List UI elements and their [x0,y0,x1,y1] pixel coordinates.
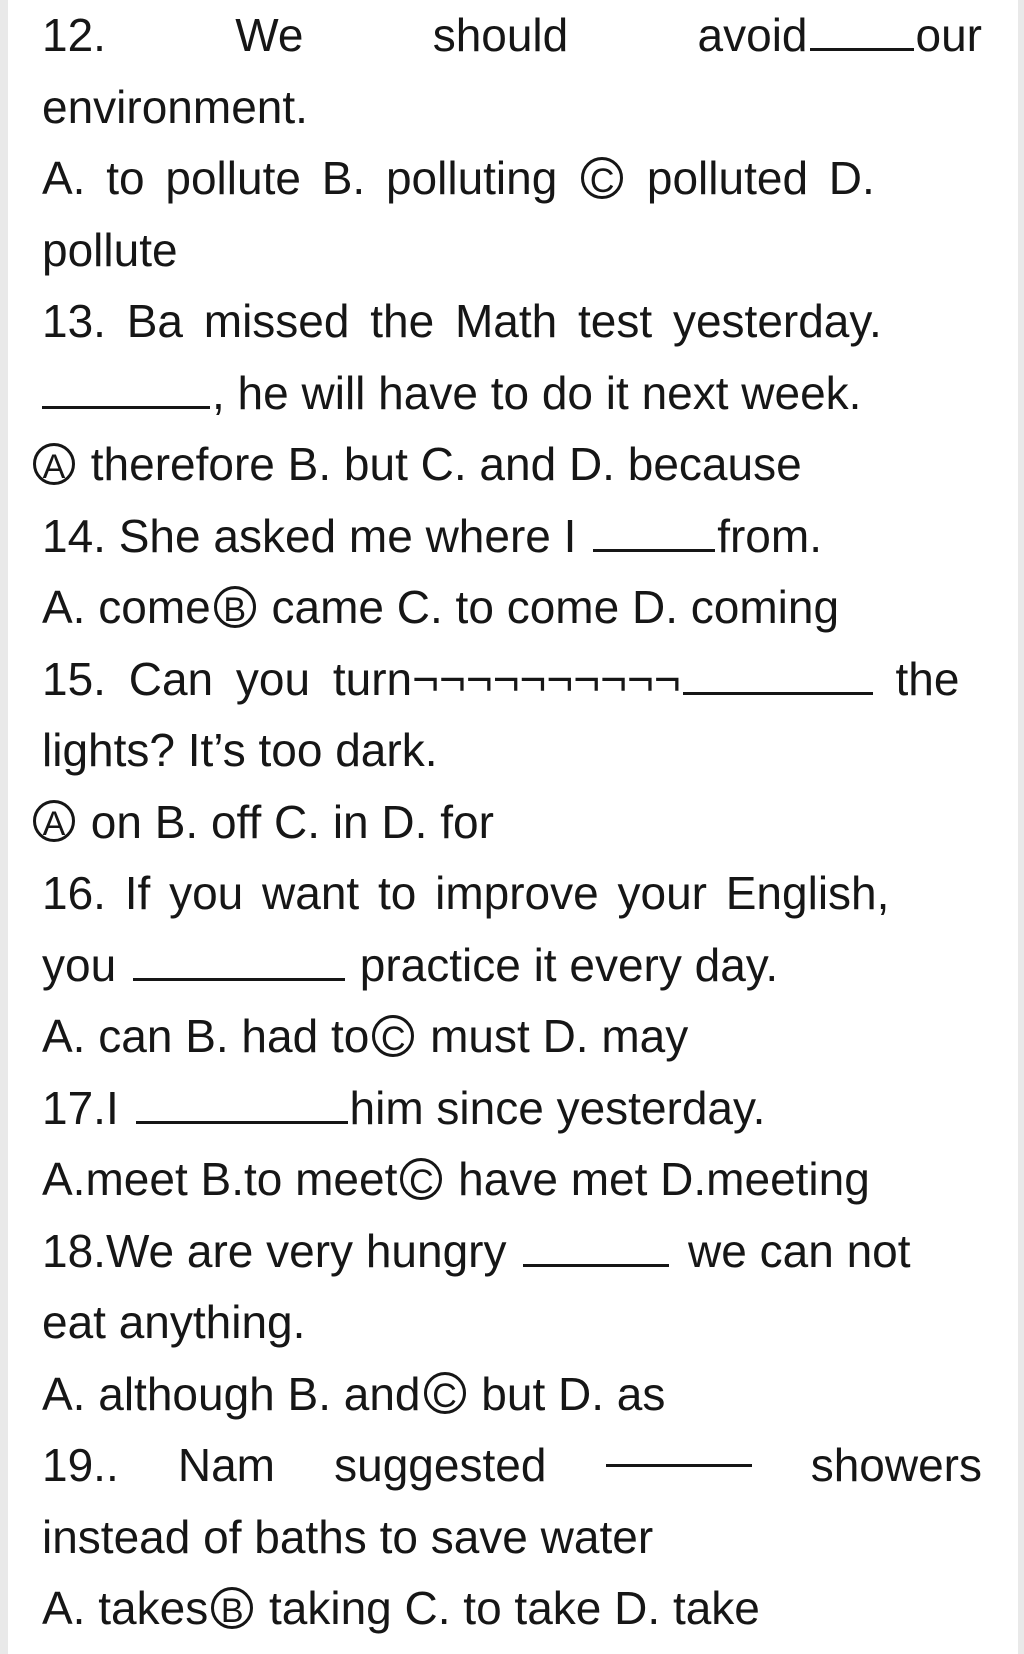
question-12-stem-line-2: environment. [42,80,308,133]
stem-word: showers [810,1439,982,1491]
question-16-options-line-1 [42,1001,982,1073]
question-19-stem-line-1 [42,1430,982,1502]
question-12-options-line-1 [42,143,982,215]
stem-word: suggested [334,1439,547,1491]
stem-text: 14. She asked me where I [42,509,590,562]
right-margin-strip [1018,0,1024,1654]
circled-answer: C [581,157,623,199]
answer-blank [593,515,715,552]
question-number: 12. [42,9,106,61]
question-13-stem-line-2 [42,358,982,430]
question-15-stem-line-2: lights? It’s too dark. [42,724,438,776]
answer-blank [133,944,345,981]
stem-word: Nam [177,1439,275,1491]
options-text: came C. to come D. coming [258,581,840,633]
stem-text: , he will have to do it next week. [212,366,862,419]
answer-blank [136,1087,348,1124]
options-text: A.meet B.to meet [42,1153,398,1205]
stem-text: practice it every day. [346,938,779,991]
stem-text: from. [717,509,822,562]
question-18-stem-line-2: eat anything. [42,1296,306,1348]
question-15-options-line-1 [30,787,982,859]
options-text: polluted D. [626,152,875,204]
options-text: but D. as [468,1367,666,1420]
stem-text: the [872,652,960,705]
answer-blank [606,1430,752,1467]
stem-text: we can not [675,1224,911,1277]
question-19-options-line-1 [42,1573,982,1645]
stem-word: should [432,9,569,61]
options-text: therefore B. but C. and D. because [78,438,802,490]
stem-text: 15. Can you turn¬¬¬¬¬¬¬¬¬¬ [42,652,681,705]
question-13-options-line-1 [30,429,982,501]
question-17-stem-line-1 [42,1073,982,1145]
stem-text: him since yesterday. [349,1081,766,1134]
question-17-options-line-1 [42,1144,982,1216]
question-12-stem-line-1 [42,0,982,72]
stem-word: our [915,9,982,61]
stem-text: 17.I [42,1081,132,1134]
options-text: A. to pollute B. polluting [42,152,579,204]
circled-answer: B [211,1587,253,1629]
options-text: A. can B. had to [42,1010,370,1062]
stem-word: avoid [697,9,808,61]
options-text: have met D.meeting [445,1153,870,1205]
options-text: A. takes [42,1582,209,1634]
stem-text: 18.We are very hungry [42,1224,520,1277]
options-text: taking C. to take D. take [256,1582,760,1634]
options-text: must D. may [417,1010,689,1062]
question-16-stem-line-2 [42,930,982,1002]
circled-answer: B [214,586,256,628]
question-19-stem-line-2: instead of baths to save water [42,1510,654,1563]
circled-answer: A [33,443,75,485]
question-18-options-line-1 [42,1359,982,1431]
stem-word: We [235,9,304,61]
answer-blank [523,1230,669,1267]
options-text: on B. off C. in D. for [78,795,494,848]
question-12-options-line-2: pollute [42,223,178,276]
circled-answer: C [400,1158,442,1200]
question-number: 19.. [42,1439,119,1491]
question-18-stem-line-1 [42,1216,982,1288]
left-margin-strip [0,0,8,1654]
stem-text: you [42,938,129,991]
worksheet [42,0,982,1645]
answer-blank [810,14,914,51]
circled-answer: C [424,1372,466,1414]
answer-blank [683,658,873,695]
options-text: A. come [42,581,211,633]
answer-blank [42,372,210,409]
circled-answer: A [33,800,75,842]
question-14-stem-line-1 [42,501,982,573]
circled-answer: C [372,1015,414,1057]
question-16-stem-line-1: 16. If you want to improve your English, [42,867,890,919]
question-14-options-line-1 [42,572,982,644]
question-15-stem-line-1 [42,644,982,716]
stem-word-with-blank [698,0,982,72]
options-text: A. although B. and [42,1367,421,1420]
question-13-stem-line-1: 13. Ba missed the Math test yesterday. [42,295,882,347]
